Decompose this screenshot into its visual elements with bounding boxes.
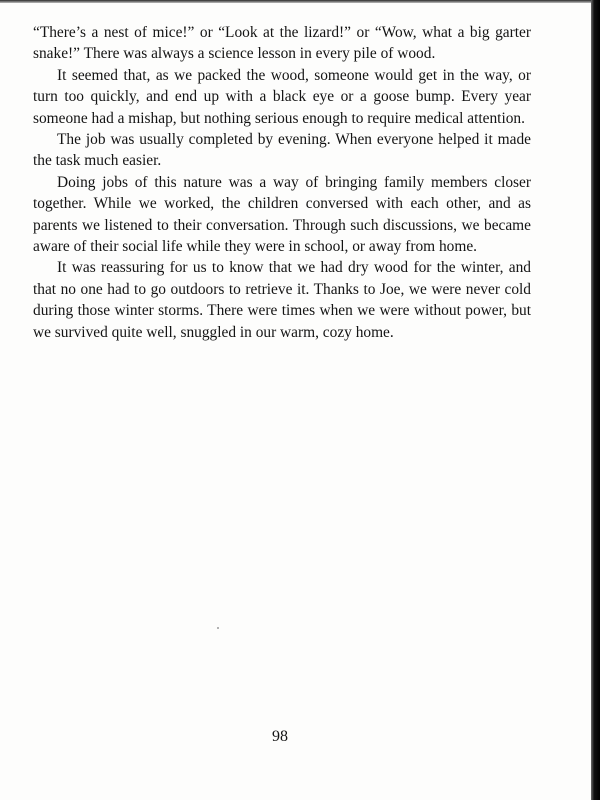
scan-binding-edge [591,0,600,800]
paragraph-mice-lizard-snake: “There’s a nest of mice!” or “Look at the lizard!” or “Wow, what a big garter snake!” There was always a science lesson in every pile of wood. [33,24,531,63]
scan-speck [217,627,219,629]
paragraph-dry-wood-winter: It was reassuring for us to know that we had dry wood for the winter, and that no one had to go outdoors to retrieve it. Thanks to Joe, we were never cold during those winter storms. There were times when we were without power, but we survived quite well, snuggled in our warm, cozy home. [33,259,531,341]
scan-top-edge [0,0,600,3]
paragraph-family-closer: Doing jobs of this nature was a way of bringing family members closer together. While we worked, the children conversed with each other, and as parents we listened to their conversation. Through such discussions, we became aware of their social life while they were in school, or away from home. [33,173,531,256]
paragraph-packing-mishaps: It seemed that, as we packed the wood, someone would get in the way, or turn too quickly, and end up with a black eye or a goose bump. Every year someone had a mishap, but nothing serious enough to require medical attention. [33,66,531,127]
paragraph-job-completed: The job was usually completed by evening. When everyone helped it made the task much easier. [33,131,531,170]
page-body-text [33,22,531,343]
page-number: 98 [272,728,288,745]
